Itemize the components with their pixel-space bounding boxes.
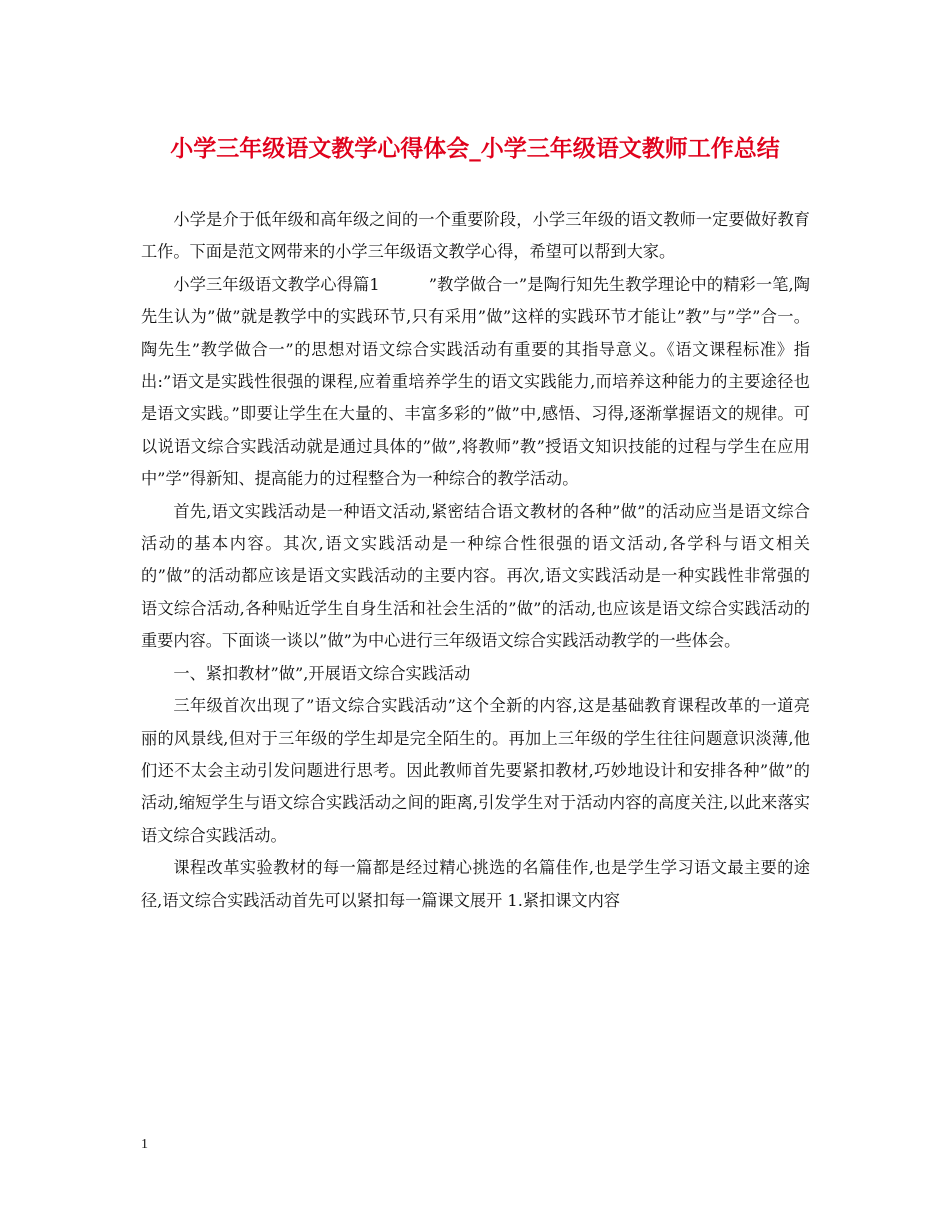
document-title: 小学三年级语文教学心得体会_小学三年级语文教师工作总结 <box>170 136 780 162</box>
paragraph: 首先,语文实践活动是一种语文活动,紧密结合语文教材的各种”做”的活动应当是语文综合活动的基本内容。其次,语文实践活动是一种综合性很强的语文活动,各学科与语文相关的”做”的活动都应该是语文实践活动的主要内容。再次,语文实践活动是一种实践性非常强的语文综合活动,各种贴近学生自身生活和社会生活的”做”的活动,也应该是语文综合实践活动的重要内容。下面谈一谈以”做”为中心进行三年级语文综合实践活动教学的一些体会。 <box>141 501 810 651</box>
paragraph: 课程改革实验教材的每一篇都是经过精心挑选的名篇佳作,也是学生学习语文最主要的途径,语文综合实践活动首先可以紧扣每一篇课文展开 1.紧扣课文内容 <box>141 858 810 910</box>
paragraph: 小学三年级语文教学心得篇1 ”教学做合一”是陶行知先生教学理论中的精彩一笔,陶先生认为”做”就是教学中的实践环节,只有采用”做”这样的实践环节才能让”教”与”学”合一。陶先生”教学做合一”的思想对语文综合实践活动有重要的其指导意义。《语文课程标准》指出:”语文是实践性很强的课程,应着重培养学生的语文实践能力,而培养这种能力的主要途径也是语文实践。”即要让学生在大量的、丰富多彩的”做”中,感悟、习得,逐渐掌握语文的规律。可以说语文综合实践活动就是通过具体的”做”,将教师”教”授语文知识技能的过程与学生在应用中”学”得新知、提高能力的过程整合为一种综合的教学活动。 <box>141 274 810 489</box>
paragraph: 小学是介于低年级和高年级之间的一个重要阶段，小学三年级的语文教师一定要做好教育工作。下面是范文网带来的小学三年级语文教学心得，希望可以帮到大家。 <box>141 210 810 262</box>
page-number: 1 <box>141 1137 148 1152</box>
document-body <box>141 204 810 917</box>
section-heading: 一、紧扣教材”做”,开展语文综合实践活动 <box>173 663 471 683</box>
paragraph: 三年级首次出现了”语文综合实践活动”这个全新的内容,这是基础教育课程改革的一道亮丽的风景线,但对于三年级的学生却是完全陌生的。再加上三年级的学生往往问题意识淡薄,他们还不太会主动引发问题进行思考。因此教师首先要紧扣教材,巧妙地设计和安排各种”做”的活动,缩短学生与语文综合实践活动之间的距离,引发学生对于活动内容的高度关注,以此来落实语文综合实践活动。 <box>141 696 810 845</box>
